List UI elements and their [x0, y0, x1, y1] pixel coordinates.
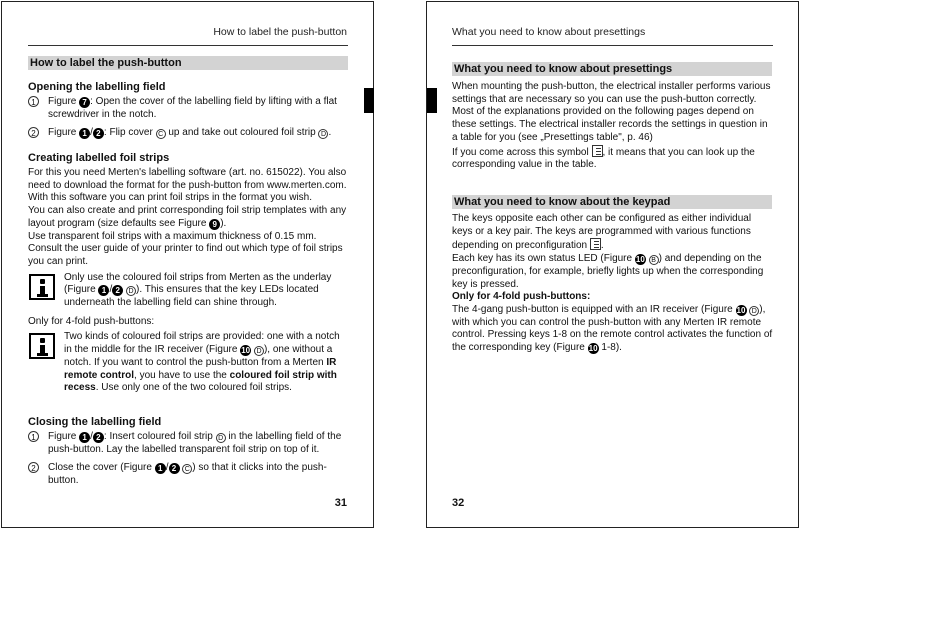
paragraph-text: ), with which you can control the push-button with any Merten IR remote control. Pressing keys 1-8 on the remote control activates the function of the corresponding key (Figure [452, 303, 773, 354]
note-text: Two kinds of coloured foil strips are provided: one with a notch in the middle for the IR receiver (Figure [64, 331, 340, 356]
presettings-section [452, 81, 774, 172]
info-icon [29, 333, 55, 359]
step-text: Figure [48, 431, 80, 442]
paragraph-text: , it means that you can look up the corresponding value in the table. [452, 146, 755, 171]
creating-paragraph-1: For this you need Merten's labelling software (art. no. 615022). You also need to download the format for the push-button from www.merten.com. With this software you can print foil strips in the format you wish. [28, 167, 347, 204]
creating-paragraph-3: Use transparent foil strips with a maximum thickness of 0.15 mm. [28, 230, 317, 242]
step-number: 1 [28, 96, 39, 107]
part-ref: C [156, 129, 166, 139]
step-number: 2 [28, 127, 39, 138]
closing-section [28, 416, 350, 488]
step-text: in the labelling field of the push-button. Lay the labelled transparent foil strip on top of it. [48, 431, 342, 455]
info-icon [29, 274, 55, 300]
keypad-paragraph-3 [452, 304, 774, 355]
step-text: : Flip cover [103, 127, 156, 139]
paragraph-text: ). [220, 217, 227, 229]
opening-section [28, 81, 350, 140]
paragraph-text: ) and depending on the preconfiguration, for example, briefly lights up when the corresponding key is pressed. [452, 253, 764, 290]
step-text: / [165, 462, 169, 474]
figure-ref: 9 [209, 219, 220, 230]
step-text: : Open the cover of the labelling field by lifting with a flat screwdriver in the notch. [48, 96, 337, 120]
step-text: up and take out coloured foil strip [165, 127, 319, 139]
step-text: / [90, 431, 93, 442]
paragraph-text: . [600, 240, 604, 252]
page-31 [1, 1, 374, 528]
part-ref: D [216, 433, 226, 443]
thumb-tab-marker [427, 88, 437, 113]
note-bold-text: coloured foil strip with recess [64, 369, 337, 394]
opening-step-1 [28, 96, 350, 121]
opening-step-2 [28, 127, 350, 140]
creating-paragraph-2 [28, 205, 350, 230]
info-note-1 [28, 272, 350, 310]
figure-ref: 1 [155, 463, 166, 474]
opening-heading: Opening the labelling field [28, 81, 166, 93]
part-ref: D [254, 346, 264, 356]
step-text: Figure [48, 127, 80, 139]
note-text: ). This ensures that the key LEDs located underneath the labelling field can shine through. [64, 284, 319, 309]
thumb-tab-marker [364, 88, 374, 113]
step-text: : Insert coloured foil strip [103, 431, 216, 442]
keypad-title: What you need to know about the keypad [452, 195, 772, 209]
step-text: / [90, 127, 93, 139]
creating-section [28, 152, 350, 395]
note-text: Only use the coloured foil strips from Merten as the underlay (Figure [64, 271, 332, 296]
note-text: . Use only one of the two coloured foil strips. [95, 382, 292, 394]
paragraph-text: If you come across this symbol [452, 146, 592, 158]
paragraph-text: The 4-gang push-button is equipped with an IR receiver (Figure [452, 303, 736, 315]
figure-ref: 10 [635, 255, 645, 265]
paragraph-text: Each key has its own status LED (Figure [452, 253, 635, 265]
part-ref: C [182, 464, 192, 474]
part-ref: D [749, 306, 759, 316]
section-title: How to label the push-button [28, 56, 348, 70]
paragraph-text: You can also create and print corresponding foil strip templates with any layout program (size defaults see Figure [28, 205, 347, 229]
figure-ref: 2 [112, 285, 123, 296]
figure-ref: 1 [79, 432, 90, 443]
step-number: 1 [28, 431, 39, 442]
presettings-paragraph-2 [452, 145, 774, 172]
closing-step-2 [28, 462, 350, 487]
step-text: Figure [48, 96, 80, 107]
figure-ref: 7 [79, 97, 90, 108]
figure-ref: 2 [169, 463, 180, 474]
creating-paragraph-4: Consult the user guide of your printer to find out which type of foil strips you can print. [28, 243, 343, 267]
part-ref: D [126, 286, 136, 296]
paragraph-text: The keys opposite each other can be configured as either individual keys or a key pair. The keys are programmed with various functions depending on preconfiguration [452, 213, 752, 252]
header-rule [452, 45, 773, 46]
figure-ref: 2 [93, 128, 104, 139]
page-number: 31 [334, 497, 347, 509]
fourfold-label: Only for 4-fold push-buttons: [452, 291, 591, 303]
figure-ref: 10 [588, 344, 598, 354]
page-number: 32 [452, 497, 465, 509]
creating-heading: Creating labelled foil strips [28, 152, 170, 164]
keypad-paragraph-2 [452, 253, 774, 291]
figure-ref: 1 [98, 285, 109, 296]
step-text: . [328, 127, 332, 139]
note-text: ), one without a notch. If you want to control the push-button from a Merten [64, 344, 333, 368]
step-text: ) so that it clicks into the push-button. [48, 462, 327, 487]
presettings-title: What you need to know about presettings [452, 62, 772, 76]
part-ref: B [649, 255, 659, 265]
figure-ref: 1 [79, 128, 90, 139]
fourfold-label: Only for 4-fold push-buttons: [28, 315, 155, 327]
running-header: How to label the push-button [213, 26, 347, 38]
step-text: Close the cover (Figure [48, 462, 155, 474]
header-rule [28, 45, 348, 46]
info-note-2 [28, 331, 350, 395]
figure-ref: 2 [93, 432, 104, 443]
note-text: / [109, 284, 113, 296]
page-32 [426, 1, 799, 528]
closing-heading: Closing the labelling field [28, 416, 162, 428]
presettings-table-icon [590, 238, 601, 250]
closing-step-1 [28, 431, 350, 456]
presettings-table-icon [592, 145, 603, 157]
figure-ref: 10 [241, 346, 251, 356]
presettings-paragraph-1: When mounting the push-button, the electrical installer performs various settings that are necessary so you can use the push-button correctly. Most of the explanations provided on the following pages depend on these settings. The electrical installer records the settings in question in a table for you (see „Presettings table", p. 46) [452, 81, 771, 143]
step-number: 2 [28, 462, 39, 473]
keypad-paragraph-1 [452, 213, 774, 253]
note-bold-text: IR remote control [64, 356, 337, 381]
running-header: What you need to know about presettings [452, 26, 646, 38]
figure-ref: 10 [736, 305, 746, 315]
part-ref: D [318, 129, 328, 139]
keypad-section [452, 213, 774, 355]
note-text: , you have to use the [134, 369, 230, 381]
paragraph-text: 1-8). [598, 342, 622, 354]
